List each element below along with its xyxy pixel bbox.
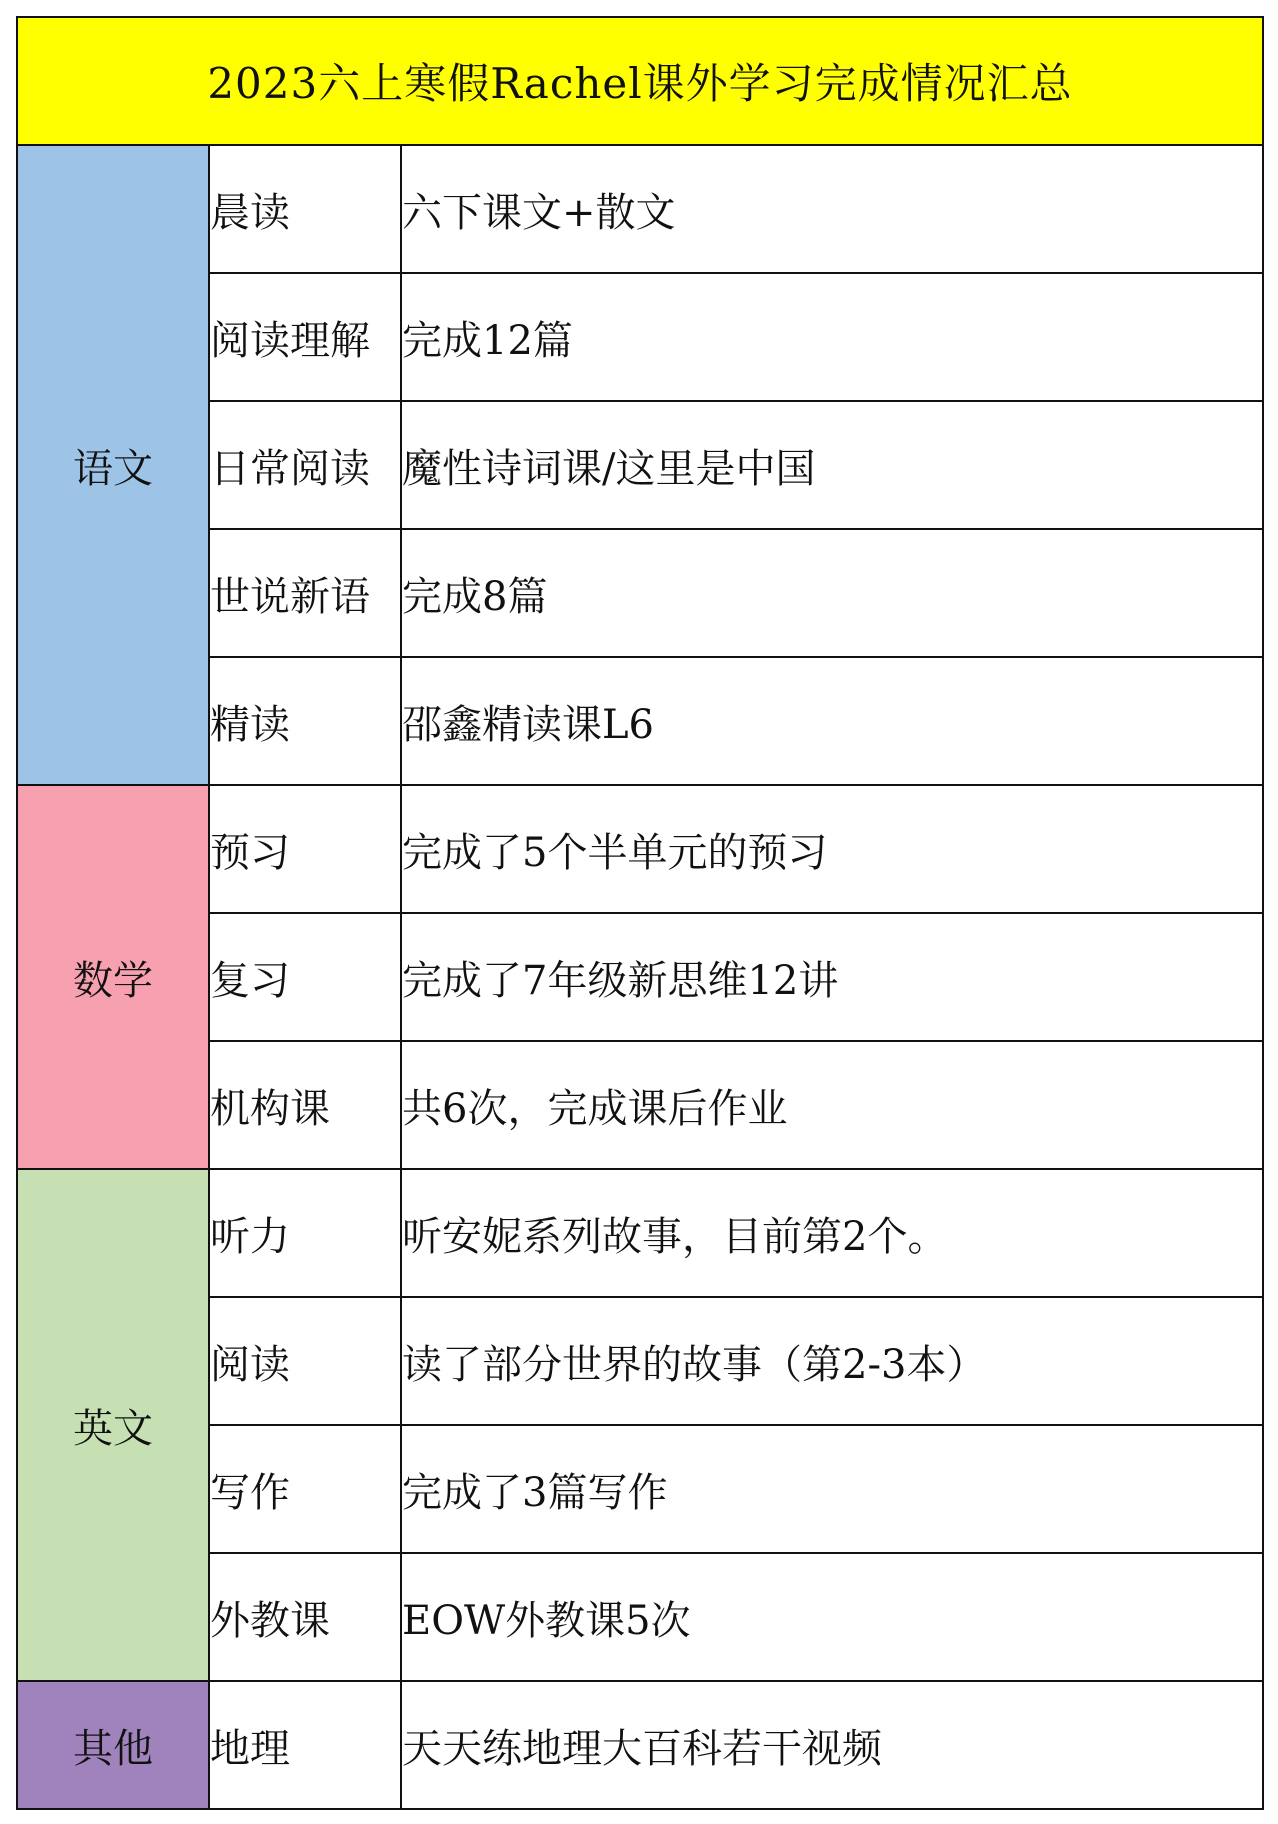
- subject-chinese: 语文: [17, 145, 209, 785]
- item-cell: 外教课: [209, 1553, 401, 1681]
- table-row: [17, 145, 1263, 273]
- detail-cell: 读了部分世界的故事（第2-3本）: [401, 1297, 1263, 1425]
- detail-cell: 魔性诗词课/这里是中国: [401, 401, 1263, 529]
- detail-cell: 完成8篇: [401, 529, 1263, 657]
- item-cell: 晨读: [209, 145, 401, 273]
- item-cell: 精读: [209, 657, 401, 785]
- table-row: [17, 1681, 1263, 1809]
- detail-cell: 完成了7年级新思维12讲: [401, 913, 1263, 1041]
- table-row: [17, 1169, 1263, 1297]
- detail-cell: 完成12篇: [401, 273, 1263, 401]
- item-cell: 写作: [209, 1425, 401, 1553]
- item-cell: 听力: [209, 1169, 401, 1297]
- summary-sheet: [16, 16, 1262, 1808]
- item-cell: 预习: [209, 785, 401, 913]
- item-cell: 阅读: [209, 1297, 401, 1425]
- detail-cell: 天天练地理大百科若干视频: [401, 1681, 1263, 1809]
- detail-cell: 完成了3篇写作: [401, 1425, 1263, 1553]
- subject-other: 其他: [17, 1681, 209, 1809]
- item-cell: 日常阅读: [209, 401, 401, 529]
- detail-cell: 听安妮系列故事，目前第2个。: [401, 1169, 1263, 1297]
- subject-english: 英文: [17, 1169, 209, 1681]
- item-cell: 世说新语: [209, 529, 401, 657]
- item-cell: 机构课: [209, 1041, 401, 1169]
- detail-cell: EOW外教课5次: [401, 1553, 1263, 1681]
- summary-table: [16, 16, 1264, 1810]
- detail-cell: 邵鑫精读课L6: [401, 657, 1263, 785]
- item-cell: 复习: [209, 913, 401, 1041]
- detail-cell: 共6次，完成课后作业: [401, 1041, 1263, 1169]
- table-row: [17, 785, 1263, 913]
- detail-cell: 完成了5个半单元的预习: [401, 785, 1263, 913]
- item-cell: 阅读理解: [209, 273, 401, 401]
- item-cell: 地理: [209, 1681, 401, 1809]
- subject-math: 数学: [17, 785, 209, 1169]
- title-row: [17, 17, 1263, 145]
- detail-cell: 六下课文+散文: [401, 145, 1263, 273]
- table-title: 2023六上寒假Rachel课外学习完成情况汇总: [17, 17, 1263, 145]
